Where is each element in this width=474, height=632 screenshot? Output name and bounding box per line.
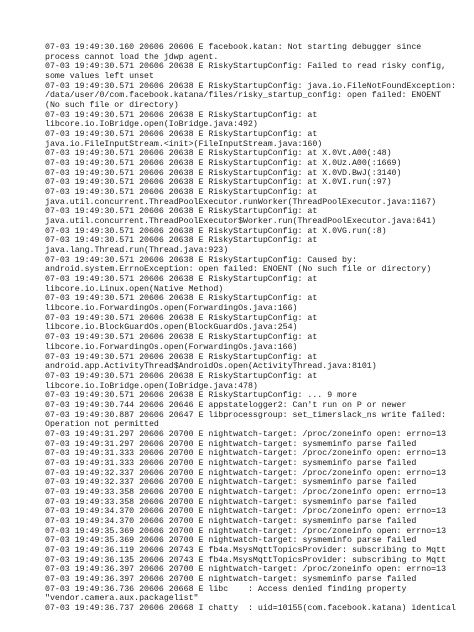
log-line: 07-03 19:49:30.571 20606 20638 E RiskyStartupConfig: at X.0VI.run(:97): [45, 178, 392, 188]
log-line: 07-03 19:49:30.571 20606 20638 E RiskyStartupConfig: java.io.FileNotFoundException:: [45, 81, 456, 91]
log-line: 07-03 19:49:34.370 20606 20700 E nightwatch-target: /proc/zoneinfo open: errno=13: [45, 507, 447, 517]
log-line: (No such file or directory): [45, 101, 179, 111]
log-line: 07-03 19:49:36.135 20606 20743 E fb4a.MsysMqttTopicsProvider: subscribing to Mqtt: [45, 555, 447, 565]
log-line: 07-03 19:49:36.737 20606 20668 I chatty : uid=10155(com.facebook.katana) identical: [45, 603, 456, 613]
log-line: 07-03 19:49:34.370 20606 20700 E nightwatch-target: sysmeminfo parse failed: [45, 516, 417, 526]
log-line: 07-03 19:49:30.571 20606 20638 E RiskyStartupConfig: at: [45, 188, 318, 198]
log-line: 07-03 19:49:33.358 20606 20700 E nightwatch-target: sysmeminfo parse failed: [45, 497, 417, 507]
log-line: 07-03 19:49:30.571 20606 20638 E RiskyStartupConfig: at X.0VG.run(:8): [45, 226, 387, 236]
log-line: "vendor.camera.aux.packagelist": [45, 594, 199, 604]
log-line: 07-03 19:49:31.333 20606 20700 E nightwatch-target: /proc/zoneinfo open: errno=13: [45, 449, 447, 459]
log-line: libcore.io.IoBridge.open(IoBridge.java:478): [45, 381, 258, 391]
log-line: 07-03 19:49:30.571 20606 20638 E RiskyStartupConfig: at: [45, 333, 318, 343]
log-line: 07-03 19:49:33.358 20606 20700 E nightwatch-target: /proc/zoneinfo open: errno=13: [45, 487, 447, 497]
log-line: java.util.concurrent.ThreadPoolExecutor$Worker.run(ThreadPoolExecutor.java:641): [45, 217, 437, 227]
log-line: java.io.FileInputStream.<init>(FileInputStream.java:160): [45, 139, 323, 149]
log-line: 07-03 19:49:30.571 20606 20638 E RiskyStartupConfig: Caused by:: [45, 255, 357, 265]
log-line: 07-03 19:49:30.887 20606 20647 E libprocessgroup: set_timerslack_ns write failed:: [45, 410, 447, 420]
log-line: 07-03 19:49:35.369 20606 20700 E nightwatch-target: sysmeminfo parse failed: [45, 536, 417, 546]
log-line: 07-03 19:49:32.337 20606 20700 E nightwatch-target: /proc/zoneinfo open: errno=13: [45, 468, 447, 478]
log-line: 07-03 19:49:30.571 20606 20638 E RiskyStartupConfig: at X.0Vt.A00(:48): [45, 149, 392, 159]
log-line: 07-03 19:49:31.297 20606 20700 E nightwatch-target: sysmeminfo parse failed: [45, 439, 417, 449]
log-line: 07-03 19:49:30.571 20606 20638 E RiskyStartupConfig: at: [45, 371, 318, 381]
log-line: /data/user/0/com.facebook.katana/files/risky_startup_config: open failed: ENOENT: [45, 91, 442, 101]
log-line: 07-03 19:49:32.337 20606 20700 E nightwatch-target: sysmeminfo parse failed: [45, 478, 417, 488]
log-line: 07-03 19:49:30.571 20606 20638 E RiskyStartupConfig: at: [45, 110, 318, 120]
log-line: 07-03 19:49:30.571 20606 20638 E RiskyStartupConfig: at X.0VD.BwJ(:3140): [45, 168, 402, 178]
log-line: 07-03 19:49:30.744 20606 20646 E appstatelogger2: Can't run on P or newer: [45, 400, 407, 410]
log-line: 07-03 19:49:30.571 20606 20638 E RiskyStartupConfig: at: [45, 313, 318, 323]
log-line: 07-03 19:49:30.571 20606 20638 E RiskyStartupConfig: ... 9 more: [45, 391, 357, 401]
log-line: 07-03 19:49:30.571 20606 20638 E RiskyStartupConfig: at: [45, 236, 318, 246]
logcat-output: [45, 43, 465, 614]
log-line: android.app.ActivityThread$AndroidOs.open(ActivityThread.java:8101): [45, 362, 377, 372]
log-line: 07-03 19:49:31.333 20606 20700 E nightwatch-target: sysmeminfo parse failed: [45, 458, 417, 468]
log-line: 07-03 19:49:30.571 20606 20638 E RiskyStartupConfig: at: [45, 130, 318, 140]
log-line: 07-03 19:49:35.369 20606 20700 E nightwatch-target: /proc/zoneinfo open: errno=13: [45, 526, 447, 536]
log-line: 07-03 19:49:36.397 20606 20700 E nightwatch-target: sysmeminfo parse failed: [45, 574, 417, 584]
log-line: 07-03 19:49:30.160 20606 20606 E facebook.katan: Not starting debugger since: [45, 43, 422, 52]
log-line: 07-03 19:49:30.571 20606 20638 E RiskyStartupConfig: at: [45, 275, 318, 285]
log-line: 07-03 19:49:30.571 20606 20638 E RiskyStartupConfig: at: [45, 294, 318, 304]
log-line: libcore.io.IoBridge.open(IoBridge.java:492): [45, 120, 258, 130]
log-line: java.util.concurrent.ThreadPoolExecutor.runWorker(ThreadPoolExecutor.java:1167): [45, 197, 437, 207]
log-line: android.system.ErrnoException: open failed: ENOENT (No such file or directory): [45, 265, 432, 275]
log-line: Operation not permitted: [45, 420, 159, 430]
log-line: 07-03 19:49:31.297 20606 20700 E nightwatch-target: /proc/zoneinfo open: errno=13: [45, 429, 447, 439]
log-line: 07-03 19:49:36.397 20606 20700 E nightwatch-target: /proc/zoneinfo open: errno=13: [45, 565, 447, 575]
log-line: some values left unset: [45, 72, 154, 82]
log-line: 07-03 19:49:36.736 20606 20668 E libc : Access denied finding property: [45, 584, 407, 594]
log-line: java.lang.Thread.run(Thread.java:923): [45, 246, 229, 256]
log-line: libcore.io.Linux.open(Native Method): [45, 284, 224, 294]
log-line: process cannot load the jdwp agent.: [45, 52, 219, 62]
log-line: libcore.io.ForwardingOs.open(ForwardingOs.java:166): [45, 304, 298, 314]
log-line: libcore.io.BlockGuardOs.open(BlockGuardOs.java:254): [45, 323, 298, 333]
log-line: 07-03 19:49:36.119 20606 20743 E fb4a.MsysMqttTopicsProvider: subscribing to Mqtt: [45, 545, 447, 555]
log-line: 07-03 19:49:30.571 20606 20638 E RiskyStartupConfig: at: [45, 352, 318, 362]
log-line: 07-03 19:49:30.571 20606 20638 E RiskyStartupConfig: at: [45, 207, 318, 217]
log-line: 07-03 19:49:30.571 20606 20638 E RiskyStartupConfig: at X.0Uz.A00(:1669): [45, 159, 402, 169]
log-line: libcore.io.ForwardingOs.open(ForwardingOs.java:166): [45, 342, 298, 352]
log-line: 07-03 19:49:30.571 20606 20638 E RiskyStartupConfig: Failed to read risky config,: [45, 62, 447, 72]
